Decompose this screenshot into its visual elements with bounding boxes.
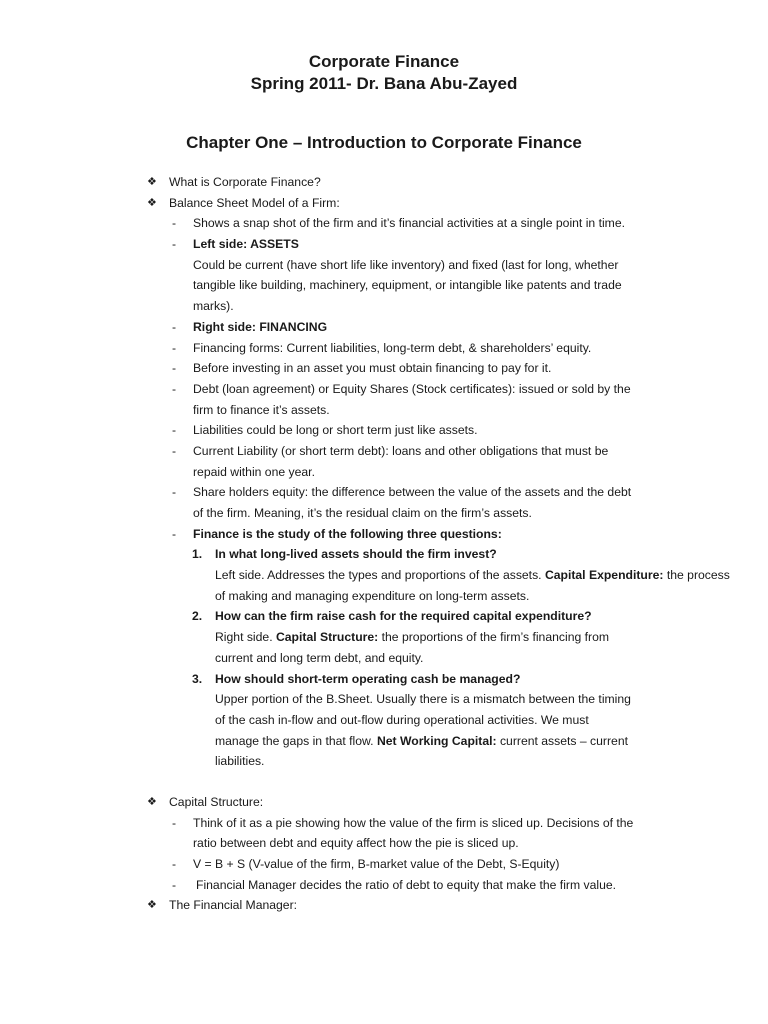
answer-text: current and long term debt, and equity. [215, 650, 424, 665]
list-text: repaid within one year. [193, 464, 315, 479]
list-item [0, 875, 768, 896]
list-text: ratio between debt and equity affect how the pie is sliced up. [193, 836, 519, 851]
answer-line [0, 689, 768, 710]
list-text: Current Liability (or short term debt): loans and other obligations that must be [193, 443, 609, 458]
list-item [0, 441, 768, 462]
list-item [0, 317, 768, 338]
question-text: How can the firm raise cash for the required capital expenditure? [215, 609, 592, 624]
dash-marker: - [172, 877, 177, 892]
list-item [0, 400, 768, 421]
answer-text: liabilities. [215, 754, 265, 769]
answer-line [0, 586, 768, 607]
answer-line [0, 565, 768, 586]
list-text: firm to finance it’s assets. [193, 402, 330, 417]
list-item [0, 482, 768, 503]
list-item [0, 833, 768, 854]
answer-text: of the cash in-flow and out-flow during operational activities. We must [215, 712, 589, 727]
list-text: Financing forms: Current liabilities, long-term debt, & shareholders’ equity. [193, 340, 592, 355]
dash-marker: - [172, 381, 177, 396]
list-text: Debt (loan agreement) or Equity Shares (Stock certificates): issued or sold by the [193, 381, 631, 396]
bullet-text: Capital Structure: [169, 794, 264, 809]
list-text: Financial Manager decides the ratio of debt to equity that make the firm value. [196, 877, 617, 892]
list-item [0, 193, 768, 214]
list-text: Before investing in an asset you must obtain financing to pay for it. [193, 361, 552, 376]
list-text: V = B + S (V-value of the firm, B-market value of the Debt, S-Equity) [193, 857, 560, 871]
list-item [0, 172, 768, 193]
dash-marker: - [172, 815, 177, 830]
document-body [0, 172, 768, 916]
list-item [0, 296, 768, 317]
answer-line [0, 731, 768, 752]
numbered-question [0, 669, 768, 690]
numbered-question [0, 544, 768, 565]
bullet-text: Balance Sheet Model of a Firm: [169, 195, 340, 210]
bullet-text: The Financial Manager: [169, 898, 298, 913]
list-text: Right side: FINANCING [193, 319, 328, 334]
dash-marker: - [172, 857, 177, 871]
list-text: of the firm. Meaning, it’s the residual claim on the firm’s assets. [193, 506, 532, 520]
answer-text: Upper portion of the B.Sheet. Usually there is a mismatch between the timing [215, 692, 631, 707]
list-text: Share holders equity: the difference between the value of the assets and the debt [193, 485, 632, 500]
question-number: 3. [192, 671, 203, 686]
document-title [0, 51, 768, 95]
list-item [0, 234, 768, 255]
dash-marker: - [172, 361, 177, 376]
list-item [0, 895, 768, 916]
answer-line [0, 710, 768, 731]
list-item [0, 792, 768, 813]
list-text: Could be current (have short life like inventory) and fixed (last for long, whether [193, 257, 619, 272]
question-text: In what long-lived assets should the firm invest? [215, 547, 497, 562]
answer-text: Right side. Capital Structure: the proportions of the firm’s financing from [215, 630, 610, 645]
list-text: Left side: ASSETS [193, 237, 299, 252]
list-item [0, 275, 768, 296]
answer-text: of making and managing expenditure on long-term assets. [215, 588, 530, 603]
list-item [0, 358, 768, 379]
question-number: 2. [192, 609, 203, 624]
list-item [0, 379, 768, 400]
dash-marker: - [172, 319, 177, 334]
dash-marker: - [172, 443, 177, 458]
section-spacer [0, 772, 768, 792]
answer-line [0, 648, 768, 669]
list-item [0, 524, 768, 545]
diamond-bullet-icon: ❖ [147, 176, 157, 188]
list-item [0, 213, 768, 234]
term-instructor: Spring 2011- Dr. Bana Abu-Zayed [250, 74, 518, 93]
dash-marker: - [172, 526, 177, 541]
list-text: Liabilities could be long or short term just like assets. [193, 423, 478, 438]
list-item [0, 854, 768, 875]
diamond-bullet-icon: ❖ [147, 899, 157, 912]
list-item [0, 420, 768, 441]
question-text: How should short-term operating cash be managed? [215, 671, 521, 686]
list-item [0, 338, 768, 359]
answer-line [0, 627, 768, 648]
answer-line [0, 751, 768, 772]
list-item [0, 813, 768, 834]
diamond-bullet-icon: ❖ [147, 196, 157, 209]
list-text: Shows a snap shot of the firm and it’s financial activities at a single point in time. [193, 216, 625, 231]
answer-text: Left side. Addresses the types and proportions of the assets. Capital Expenditure: the process [215, 568, 730, 583]
dash-marker: - [172, 485, 177, 500]
diamond-bullet-icon: ❖ [147, 795, 157, 808]
answer-text: manage the gaps in that flow. Net Working Capital: current assets – current [215, 733, 628, 748]
question-number: 1. [192, 547, 203, 562]
dash-marker: - [172, 340, 177, 355]
bullet-text: What is Corporate Finance? [169, 175, 321, 189]
numbered-question [0, 606, 768, 627]
list-text: Finance is the study of the following three questions: [193, 526, 502, 541]
list-text: Think of it as a pie showing how the value of the firm is sliced up. Decisions of the [193, 815, 634, 830]
course-title: Corporate Finance [308, 52, 460, 71]
list-item [0, 462, 768, 483]
list-text: marks). [193, 299, 234, 314]
chapter-heading: Chapter One – Introduction to Corporate Finance [186, 133, 582, 152]
list-item [0, 503, 768, 524]
list-text: tangible like building, machinery, equipment, or intangible like patents and trade [193, 278, 622, 293]
dash-marker: - [172, 216, 177, 231]
dash-marker: - [172, 237, 177, 252]
list-item [0, 255, 768, 276]
dash-marker: - [172, 423, 177, 438]
